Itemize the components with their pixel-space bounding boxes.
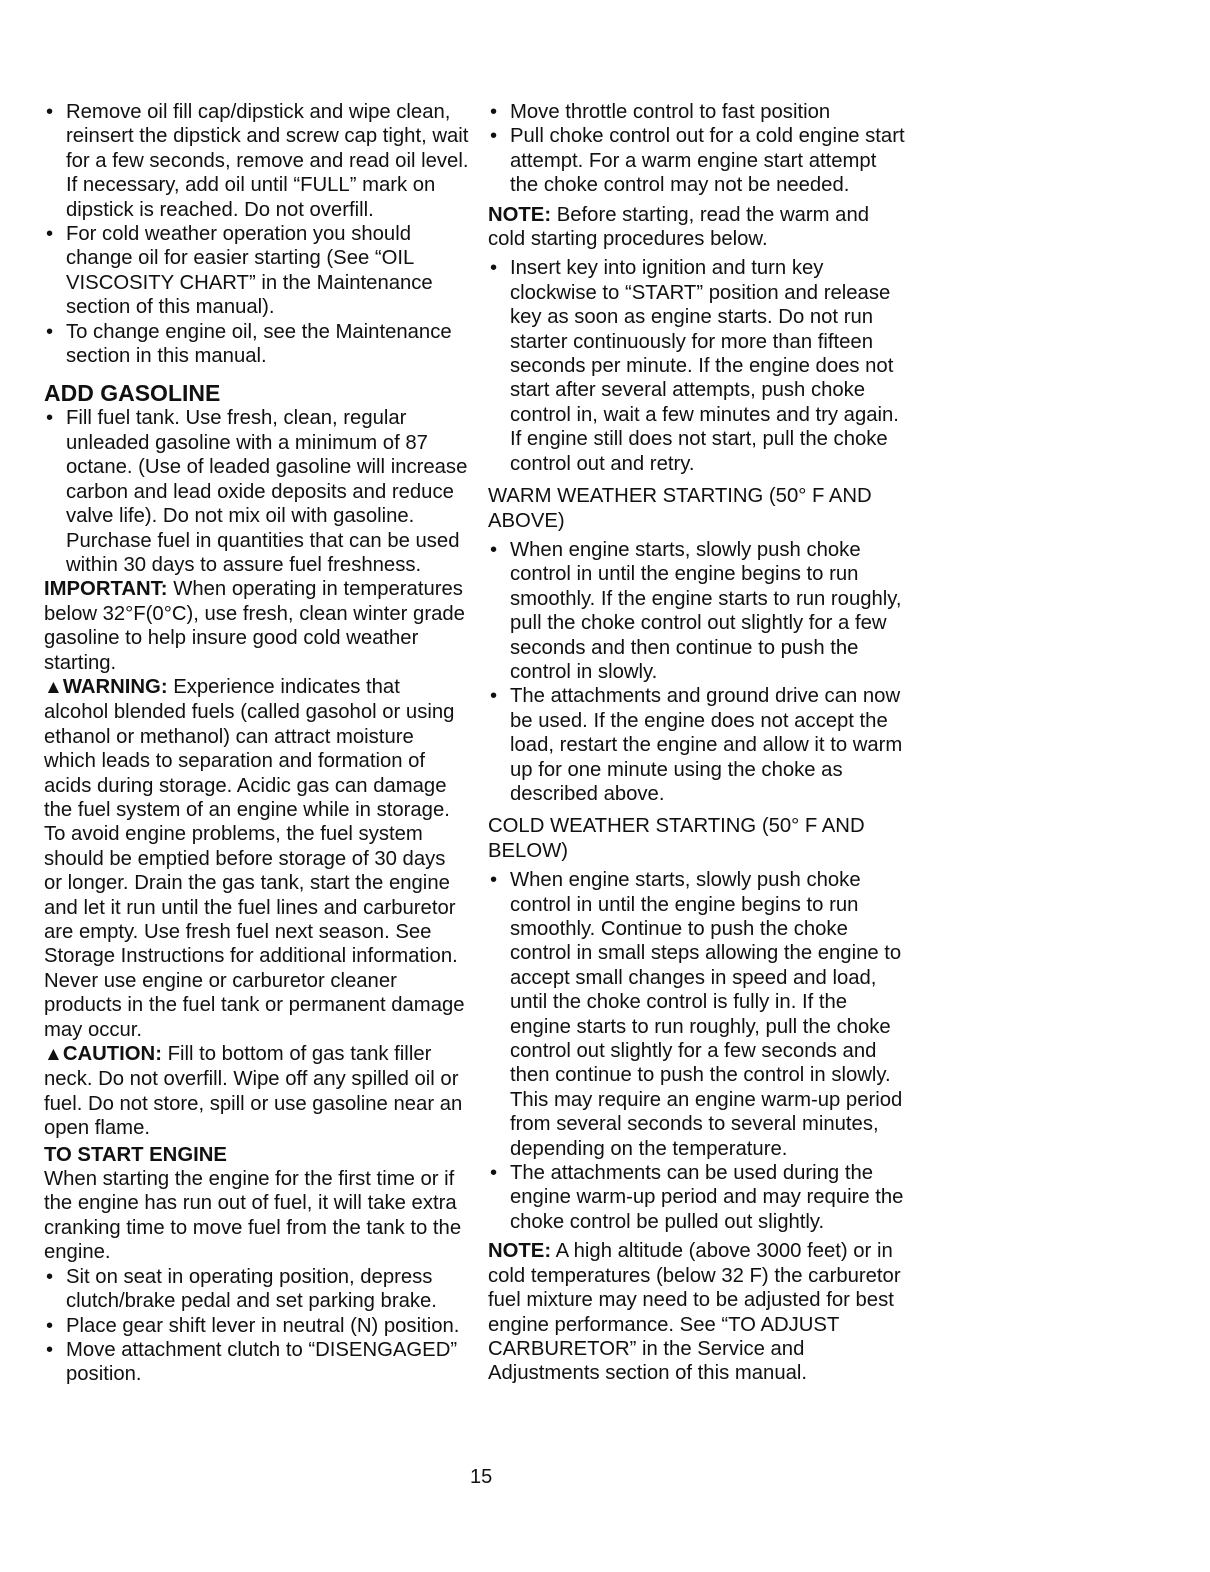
important-paragraph bbox=[44, 577, 469, 675]
note-text: Before starting, read the warm and cold starting procedures below. bbox=[488, 203, 869, 251]
list-item: • When engine starts, slowly push choke control in until the engine begins to run smoothly. If the engine starts to run roughly, pull the choke control out slightly for a few seconds and then continue to push the control in slowly. bbox=[488, 538, 908, 684]
throttle-bullet-list bbox=[488, 100, 908, 198]
list-item: • The attachments and ground drive can now be used. If the engine does not accept the load, restart the engine and allow it to warm up for one minute using the choke as described above. bbox=[488, 684, 908, 806]
add-gasoline-heading: ADD GASOLINE bbox=[44, 380, 221, 407]
list-item: • To change engine oil, see the Maintenance section in this manual. bbox=[44, 320, 469, 369]
list-item: • Sit on seat in operating position, depress clutch/brake pedal and set parking brake. bbox=[44, 1265, 469, 1314]
list-item: • Fill fuel tank. Use fresh, clean, regular unleaded gasoline with a minimum of 87 octane. (Use of leaded gasoline will increase carbon and lead oxide deposits and reduce valve life). Do not mix oil with gasoline. Purchase fuel in quantities that can be used within 30 days to assure fuel freshness. bbox=[44, 406, 469, 577]
oil-bullet-list bbox=[44, 100, 469, 368]
start-bullet-list bbox=[44, 1265, 469, 1387]
cold-bullet-list bbox=[488, 868, 908, 1234]
caution-label: CAUTION: bbox=[62, 1043, 162, 1066]
caution-paragraph bbox=[44, 1042, 469, 1141]
list-item: • Place gear shift lever in neutral (N) position. bbox=[44, 1314, 469, 1338]
list-item: • Pull choke control out for a cold engine start attempt. For a warm engine start attempt the choke control may not be needed. bbox=[488, 124, 908, 197]
list-item: • Remove oil fill cap/dipstick and wipe clean, reinsert the dipstick and screw cap tight, wait for a few seconds, remove and read oil level. If necessary, add oil until “FULL” mark on dipstick is reached. Do not overfill. bbox=[44, 100, 469, 222]
caution-text: Fill to bottom of gas tank filler neck. Do not overfill. Wipe off any spilled oil or fuel. Do not store, spill or use gasoline near an open flame. bbox=[44, 1043, 463, 1140]
list-item: • When engine starts, slowly push choke control in until the engine begins to run smoothly. Continue to push the choke control in small steps allowing the engine to accept small changes in speed and load, until the choke control is fully in. If the engine starts to run roughly, pull the choke control out slightly for a few seconds and then continue to push the control in slowly. This may require an engine warm-up period from several seconds to several minutes, depending on the temperature. bbox=[488, 868, 908, 1161]
warm-bullet-list bbox=[488, 538, 908, 806]
note-label: NOTE: bbox=[488, 203, 552, 226]
list-item: • The attachments can be used during the engine warm-up period and may require the choke control be pulled out slightly. bbox=[488, 1161, 908, 1234]
gasoline-bullet-list bbox=[44, 406, 469, 577]
warning-triangle-icon: ▲ bbox=[44, 676, 63, 698]
important-label: IMPORTANT: bbox=[44, 578, 168, 601]
start-engine-intro: When starting the engine for the first time or if the engine has run out of fuel, it will take extra cranking time to move fuel from the tank to the engine. bbox=[44, 1168, 462, 1264]
warm-weather-heading: WARM WEATHER STARTING (50° F AND ABOVE) bbox=[488, 485, 872, 532]
warning-text: Experience indicates that alcohol blended fuels (called gasohol or using ethanol or methanol) can attract moisture which leads to separation and formation of acids during storage. Acidic gas can damage the fuel system of an engine while in storage. To avoid engine problems, the fuel system should be emptied before storage of 30 days or longer. Drain the gas tank, start the engine and let it run until the fuel lines and carburetor are empty. Use fresh fuel next season. See Storage Instructions for additional information. Never use engine or carburetor cleaner products in the fuel tank or permanent damage may occur. bbox=[44, 675, 465, 1041]
warning-label: WARNING: bbox=[62, 675, 168, 698]
warning-paragraph bbox=[44, 675, 469, 1042]
list-item: • Insert key into ignition and turn key clockwise to “START” position and release key as soon as engine starts. Do not run starter continuously for more than fifteen seconds per minute. If the engine does not start after several attempts, push choke control in, wait a few minutes and try again. If engine still does not start, pull the choke control out and retry. bbox=[488, 256, 908, 476]
note-text: A high altitude (above 3000 feet) or in cold temperatures (below 32 F) the carburetor fuel mixture may need to be adjusted for best engine performance. See “TO ADJUST CARBURETOR” in the Service and Adjustments section of this manual. bbox=[488, 1240, 901, 1385]
important-text: When operating in temperatures below 32°F(0°C), use fresh, clean winter grade gasoline to help insure good cold weather starting. bbox=[44, 578, 465, 674]
warning-triangle-icon: ▲ bbox=[44, 1044, 63, 1066]
note-label: NOTE: bbox=[488, 1240, 552, 1263]
list-item: • For cold weather operation you should change oil for easier starting (See “OIL VISCOSITY CHART” in the Maintenance section of this manual). bbox=[44, 222, 469, 320]
cold-weather-heading: COLD WEATHER STARTING (50° F AND BELOW) bbox=[488, 815, 865, 862]
key-bullet-list bbox=[488, 256, 908, 476]
note-paragraph bbox=[488, 1239, 908, 1385]
left-column bbox=[44, 100, 469, 1387]
list-item: • Move throttle control to fast position bbox=[488, 100, 908, 124]
note-paragraph bbox=[488, 203, 908, 252]
list-item: • Move attachment clutch to “DISENGAGED” position. bbox=[44, 1338, 469, 1387]
page-number: 15 bbox=[470, 1466, 493, 1488]
start-engine-heading: TO START ENGINE bbox=[44, 1143, 227, 1166]
right-column bbox=[488, 100, 908, 1386]
